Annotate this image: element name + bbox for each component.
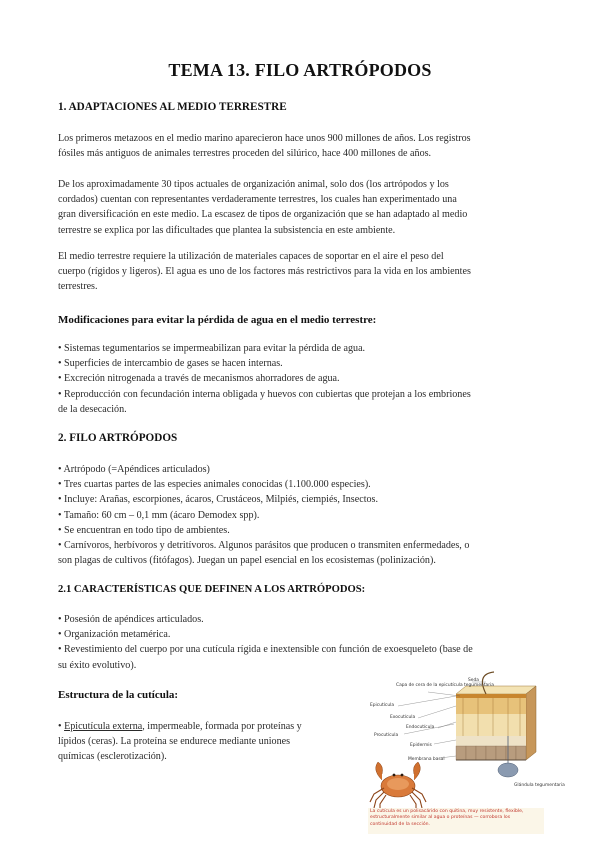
text-line: terrestre se explica por las dificultades que plantea la subsistencia en este ambiente.: [58, 224, 396, 236]
list-item: • Sistemas tegumentarios se impermeabilizan para evitar la pérdida de agua.: [58, 343, 366, 354]
label-exocuticula: Exocutícula: [390, 715, 416, 720]
paragraph-metazoos: [58, 131, 544, 161]
paragraph-organizacion: [58, 177, 544, 238]
list-item: • Reproducción con fecundación interna obligada y huevos con cubiertas que protejan a los embriones: [58, 388, 471, 400]
text-line: [58, 719, 358, 734]
list-item: • Superficies de intercambio de gases se hacen internas.: [58, 358, 283, 370]
caption-line: continuidad de la sección.: [370, 821, 431, 827]
figure-caption: [368, 808, 544, 834]
text-line: químicas (esclerotización).: [58, 751, 167, 763]
term-epicuticula: Epicutícula externa: [64, 721, 143, 732]
text-line: De los aproximadamente 30 tipos actuales de organización animal, solo dos (los artrópodos y los: [58, 179, 449, 190]
text-line: cuerpo (rígidos y ligeros). El agua es uno de los factores más restrictivos para la vida en los ambientes: [58, 266, 471, 278]
bullet-list-modificaciones: [58, 341, 544, 417]
bullet-mark: •: [58, 721, 65, 732]
subheading-modificaciones: Modificaciones para evitar la pérdida de agua en el medio terrestre:: [58, 314, 377, 326]
page-title: TEMA 13. FILO ARTRÓPODOS: [168, 60, 432, 80]
section-heading-filo: 2. FILO ARTRÓPODOS: [58, 432, 178, 444]
caption-line: estructuralmente similar al agua o proteínas — corrobora los: [370, 815, 511, 821]
list-item: • Incluye: Arañas, escorpiones, ácaros, Crustáceos, Milpiés, ciempiés, Insectos.: [58, 494, 378, 506]
text-line: lípidos (ceras). La proteína se endurece mediante uniones: [58, 736, 291, 748]
text-line: El medio terrestre requiere la utilización de materiales capaces de soportar en el aire el peso del: [58, 251, 444, 262]
bullet-list-caracteristicas: [58, 612, 544, 673]
list-item: • Tamaño: 60 cm – 0,1 mm (ácaro Demodex spp).: [58, 509, 260, 521]
list-item: son plagas de cultivos (fitófagos). Juegan un papel esencial en los ecosistemas (polinización).: [58, 555, 436, 567]
label-epidermis: Epidermis: [410, 743, 432, 748]
text-line: fósiles más antiguos de animales terrestres proceden del silúrico, hace 400 millones de años.: [58, 148, 432, 160]
label-membrana: Membrana basal: [408, 757, 445, 762]
label-glandula: Glándula tegumentaria: [514, 783, 565, 788]
caption-line: La cutícula es un polisacárido con quitina, muy resistente, flexible,: [370, 809, 524, 814]
text-line: gran diversificación en este medio. La escasez de tipos de organización que se han adaptado al medio: [58, 209, 468, 221]
text-line: Los primeros metazoos en el medio marino aparecieron hace unos 900 millones de años. Los registros: [58, 133, 471, 144]
list-item: • Artrópodo (=Apéndices articulados): [58, 464, 210, 475]
section-heading-adaptaciones: 1. ADAPTACIONES AL MEDIO TERRESTRE: [58, 101, 287, 113]
paragraph-medio-terrestre: [58, 249, 544, 295]
list-item: • Revestimiento del cuerpo por una cutícula rígida e inextensible con función de exoesqueleto (base de: [58, 644, 473, 656]
bullet-list-filo: [58, 462, 544, 568]
text-fragment: , impermeable, formada por proteínas y: [142, 721, 302, 732]
list-item: • Organización metamérica.: [58, 629, 171, 641]
list-item: • Carnívoros, herbívoros y detritívoros. Algunos parásitos que producen o transmiten enfermedades, o: [58, 540, 470, 552]
section-heading-caracteristicas: 2.1 CARACTERÍSTICAS QUE DEFINEN A LOS ARTRÓPODOS:: [58, 584, 366, 595]
label-procuticula: Procutícula: [374, 733, 399, 738]
subheading-cuticula: Estructura de la cutícula:: [58, 689, 179, 701]
label-seda: Seda: [468, 678, 479, 683]
label-endocuticula: Endocutícula: [406, 725, 435, 730]
crab-illustration: [370, 762, 426, 812]
text-line: cordados) cuentan con representantes verdaderamente terrestres, los cuales han experimentado una: [58, 194, 457, 206]
list-item: • Se encuentran en todo tipo de ambientes.: [58, 524, 230, 536]
list-item: • Excreción nitrogenada a través de mecanismos ahorradores de agua.: [58, 373, 340, 385]
list-item: su éxito evolutivo).: [58, 659, 137, 671]
list-item: • Posesión de apéndices articulados.: [58, 614, 204, 625]
list-item: • Tres cuartas partes de las especies animales conocidas (1.100.000 especies).: [58, 479, 371, 491]
paragraph-epicuticula: [58, 719, 358, 765]
label-epicuticula: Epicutícula: [370, 703, 395, 708]
text-line: terrestres.: [58, 281, 98, 293]
list-item: de la desecación.: [58, 403, 127, 415]
label-capa-cera: Capa de cera de la epicutícula tegumentaria: [396, 683, 494, 688]
